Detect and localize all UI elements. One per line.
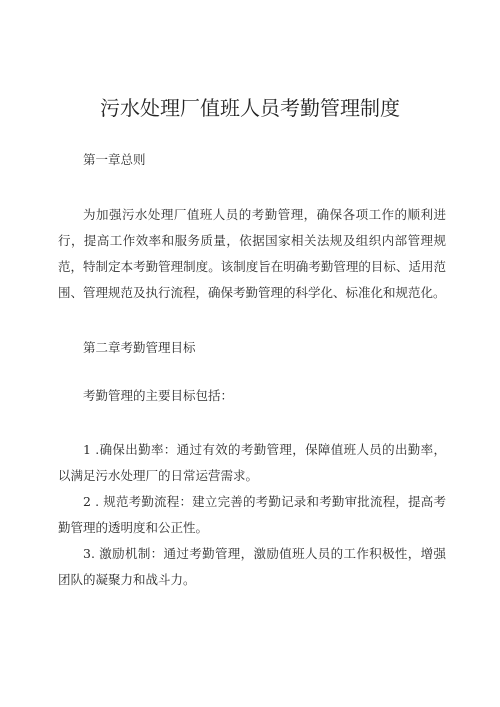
list-item: 1 .确保出勤率：通过有效的考勤管理，保障值班人员的出勤率，以满足污水处理厂的日常运营需求。 bbox=[58, 442, 446, 483]
list-item: 2 . 规范考勤流程：建立完善的考勤记录和考勤审批流程，提高考勤管理的透明度和公正性。 bbox=[58, 494, 446, 535]
chapter1-heading: 第一章总则 bbox=[83, 152, 146, 167]
document-title: 污水处理厂值班人员考勤管理制度 bbox=[100, 96, 400, 120]
chapter2-intro: 考勤管理的主要目标包括： bbox=[83, 388, 234, 403]
chapter1-paragraph: 为加强污水处理厂值班人员的考勤管理，确保各项工作的顺利进行，提高工作效率和服务质量，依据国家相关法规及组织内部管理规范，特制定本考勤管理制度。该制度旨在明确考勤管理的目标、适用范围、管理规范及执行流程，确保考勤管理的科学化、标准化和规范化。 bbox=[58, 207, 446, 300]
chapter2-heading: 第二章考勤管理目标 bbox=[83, 340, 196, 355]
list-item: 3. 激励机制：通过考勤管理，激励值班人员的工作积极性，增强团队的凝聚力和战斗力。 bbox=[58, 546, 446, 587]
